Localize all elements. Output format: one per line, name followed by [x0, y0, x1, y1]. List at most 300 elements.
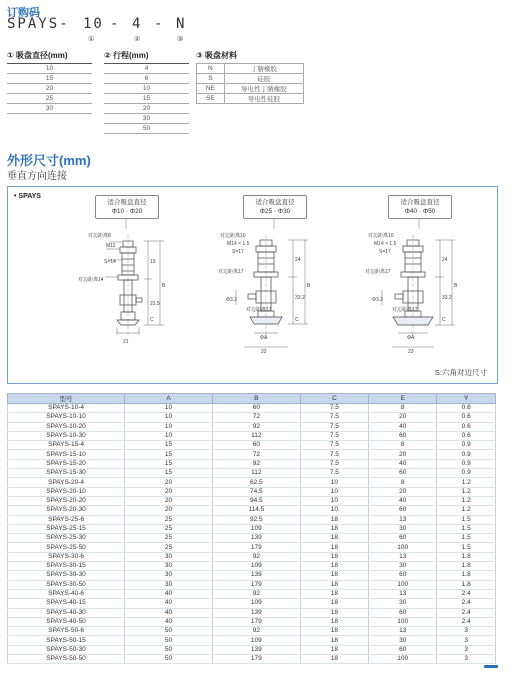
table-cell: 7.5	[300, 441, 368, 450]
table-cell: 18	[300, 571, 368, 580]
stroke-value: 10	[104, 84, 189, 94]
table-cell: 139	[212, 608, 300, 617]
table-cell: 2.4	[437, 599, 496, 608]
table-cell: 3	[437, 645, 496, 654]
table-cell: SPAYS-50-6	[8, 627, 125, 636]
d3-label-h: 33.2	[442, 295, 452, 301]
table-cell: 15	[125, 450, 213, 459]
stroke-value: 50	[104, 124, 189, 134]
marker-2: ②	[134, 36, 141, 43]
table-cell: 60	[212, 404, 300, 413]
stroke-row	[104, 84, 189, 94]
table-cell: 15	[125, 459, 213, 468]
table-cell: 92	[212, 589, 300, 598]
d3-label-f: 23	[408, 349, 414, 355]
table-row	[8, 599, 496, 608]
table-cell: 7.5	[300, 413, 368, 422]
fit-box-3-line2: Φ40 · Φ50	[404, 208, 436, 215]
table-cell: 109	[212, 562, 300, 571]
table-cell: 112	[212, 431, 300, 440]
table-cell: 62.5	[212, 478, 300, 487]
table-cell: 60	[369, 571, 437, 580]
table-cell: 1.5	[437, 543, 496, 552]
stroke-value: 6	[104, 74, 189, 84]
d1-label-d: 对边距离14	[78, 277, 104, 283]
d3-label-j: C	[442, 317, 446, 323]
fit-box-2-line2: Φ25 · Φ30	[259, 208, 291, 215]
table-cell: SPAYS-50-50	[8, 655, 125, 664]
table-row	[8, 450, 496, 459]
table-cell: 7.5	[300, 450, 368, 459]
material-name: 导电性硅胶	[224, 94, 303, 104]
page-accent-bar	[484, 665, 498, 668]
table-cell: 10	[300, 496, 368, 505]
table-cell: 20	[369, 487, 437, 496]
d2-label-l: 对边距离17	[246, 307, 272, 313]
table-cell: 30	[369, 524, 437, 533]
code-prefix: SPAYS-	[7, 16, 70, 32]
diameter-value: 15	[7, 74, 92, 84]
d3-label-a: 对边距离10	[368, 233, 394, 239]
table-cell: SPAYS-30-15	[8, 562, 125, 571]
table-cell: SPAYS-20-30	[8, 506, 125, 515]
table-cell: 10	[125, 422, 213, 431]
table-cell: 0.6	[437, 431, 496, 440]
table-cell: 10	[300, 506, 368, 515]
table-cell: 0.9	[437, 450, 496, 459]
table-cell: 3	[437, 636, 496, 645]
table-cell: 100	[369, 617, 437, 626]
order-title: 订购码	[7, 7, 40, 19]
table-row	[8, 404, 496, 413]
table-cell: 20	[369, 450, 437, 459]
table-cell: 10	[125, 404, 213, 413]
table-row	[8, 645, 496, 654]
table-cell: 60	[369, 469, 437, 478]
material-name: 丁腈橡胶	[224, 64, 303, 74]
table-cell: 18	[300, 608, 368, 617]
table-cell: 7.5	[300, 422, 368, 431]
table-cell: SPAYS-10-20	[8, 422, 125, 431]
table-cell: 18	[300, 515, 368, 524]
table-row	[8, 422, 496, 431]
table-cell: 18	[300, 627, 368, 636]
technical-drawings	[8, 187, 497, 383]
table-cell: 94.5	[212, 496, 300, 505]
table-cell: 60	[369, 608, 437, 617]
material-name: 导电性丁腈橡胶	[224, 84, 303, 94]
table-row	[8, 655, 496, 664]
d2-label-g: 24	[295, 257, 301, 263]
table-cell: 7.5	[300, 459, 368, 468]
table-cell: 8	[369, 404, 437, 413]
table-cell: 0.6	[437, 422, 496, 431]
table-cell: 18	[300, 580, 368, 589]
diameter-row	[7, 94, 92, 104]
d2-label-d: 对边距离17	[218, 269, 244, 275]
table-cell: 18	[300, 636, 368, 645]
table-cell: 40	[369, 459, 437, 468]
stroke-row	[104, 64, 189, 74]
d1-label-a: 对边距离8	[88, 233, 111, 239]
table-cell: 92	[212, 552, 300, 561]
table-cell: SPAYS-20-4	[8, 478, 125, 487]
marker-1: ①	[88, 36, 95, 43]
table-cell: SPAYS-40-6	[8, 589, 125, 598]
diameter-row	[7, 74, 92, 84]
material-code: N	[197, 64, 225, 74]
code-part-1: 10	[83, 16, 104, 32]
table-cell: 30	[369, 599, 437, 608]
table-cell: 18	[300, 599, 368, 608]
d1-label-c: S=14	[104, 259, 116, 265]
table-cell: 18	[300, 543, 368, 552]
table-row	[8, 543, 496, 552]
drawing-3	[382, 235, 455, 347]
table-cell: 139	[212, 645, 300, 654]
table-cell: 1.5	[437, 515, 496, 524]
table-cell: 8	[369, 478, 437, 487]
table-cell: SPAYS-30-50	[8, 580, 125, 589]
table-cell: 139	[212, 571, 300, 580]
table-cell: 13	[369, 589, 437, 598]
code-part-3: N	[176, 16, 187, 32]
table-cell: 179	[212, 655, 300, 664]
table-cell: 30	[369, 562, 437, 571]
table-cell: 40	[369, 422, 437, 431]
table-cell: 60	[369, 534, 437, 543]
table-cell: 25	[125, 534, 213, 543]
diameter-value: 10	[7, 64, 92, 74]
table-row	[8, 478, 496, 487]
table-cell: 10	[125, 413, 213, 422]
table-cell: 20	[125, 496, 213, 505]
table-cell: 1.5	[437, 534, 496, 543]
diameter-value: 20	[7, 84, 92, 94]
table-cell: 18	[300, 534, 368, 543]
drawing-2	[236, 235, 308, 347]
table-cell: 8	[369, 441, 437, 450]
material-code: NE	[197, 84, 225, 94]
table-cell: 1.2	[437, 506, 496, 515]
table-cell: 18	[300, 589, 368, 598]
table-cell: SPAYS-40-50	[8, 617, 125, 626]
table-row	[8, 524, 496, 533]
table-cell: 0.6	[437, 413, 496, 422]
d2-label-c: S=17	[232, 249, 244, 255]
table-row	[8, 459, 496, 468]
table-cell: SPAYS-30-6	[8, 552, 125, 561]
diameter-row	[7, 104, 92, 114]
table-row	[8, 627, 496, 636]
d2-label-e: ΦA	[260, 335, 268, 341]
table-cell: 60	[369, 645, 437, 654]
table-cell: 100	[369, 655, 437, 664]
table-cell: 100	[369, 543, 437, 552]
column-header: C	[300, 394, 368, 404]
table-cell: 30	[125, 562, 213, 571]
table-cell: 15	[125, 469, 213, 478]
table-cell: 1.8	[437, 571, 496, 580]
d3-label-l: 对边距离17	[392, 307, 418, 313]
material-table	[196, 63, 304, 104]
table-cell: 0.9	[437, 459, 496, 468]
column-header: B	[212, 394, 300, 404]
table-row	[8, 608, 496, 617]
table-cell: 7.5	[300, 404, 368, 413]
table-row	[8, 580, 496, 589]
table-cell: 179	[212, 543, 300, 552]
table-cell: 3	[437, 655, 496, 664]
table-cell: SPAYS-15-10	[8, 450, 125, 459]
table-cell: 20	[125, 487, 213, 496]
table-cell: 20	[125, 506, 213, 515]
material-code: S	[197, 74, 225, 84]
d1-label-b: M11	[106, 243, 116, 249]
d2-label-a: 对边距离10	[220, 233, 246, 239]
material-row	[197, 74, 304, 84]
table-cell: SPAYS-40-15	[8, 599, 125, 608]
code-sep-2: -	[154, 16, 165, 32]
table-cell: SPAYS-20-10	[8, 487, 125, 496]
table-cell: 25	[125, 515, 213, 524]
d2-label-h: 33.2	[295, 295, 305, 301]
material-row	[197, 84, 304, 94]
table-cell: SPAYS-25-15	[8, 524, 125, 533]
d2-label-k: Φ3.2	[226, 297, 237, 303]
d1-label-f: 19	[150, 259, 156, 265]
table-cell: 114.5	[212, 506, 300, 515]
table-cell: SPAYS-25-30	[8, 534, 125, 543]
table-cell: 2.4	[437, 608, 496, 617]
column-header: A	[125, 394, 213, 404]
table-cell: 18	[300, 645, 368, 654]
table-cell: 13	[369, 515, 437, 524]
table-cell: 20	[369, 413, 437, 422]
d1-label-e: 21	[123, 339, 129, 345]
table-cell: 30	[125, 571, 213, 580]
material-name: 硅胶	[224, 74, 303, 84]
table-cell: 1.8	[437, 580, 496, 589]
table-cell: 2.4	[437, 617, 496, 626]
table-cell: 179	[212, 617, 300, 626]
table-cell: SPAYS-50-30	[8, 645, 125, 654]
table-cell: 72	[212, 413, 300, 422]
table-cell: SPAYS-20-20	[8, 496, 125, 505]
material-code: SE	[197, 94, 225, 104]
table-cell: 92	[212, 459, 300, 468]
table-cell: 18	[300, 562, 368, 571]
series-label: • SPAYS	[14, 193, 41, 200]
d3-label-c: S=17	[379, 249, 391, 255]
d2-label-f: 22	[261, 349, 267, 355]
table-cell: 50	[125, 627, 213, 636]
table-cell: 18	[300, 617, 368, 626]
table-cell: 40	[125, 599, 213, 608]
table-cell: 72	[212, 450, 300, 459]
hex-note: S:六角对边尺寸	[434, 368, 487, 377]
column-header: E	[369, 394, 437, 404]
table-cell: 30	[369, 636, 437, 645]
d3-label-g: 24	[442, 257, 448, 263]
table-row	[8, 431, 496, 440]
marker-3: ③	[177, 36, 184, 43]
stroke-value: 20	[104, 104, 189, 114]
table-cell: 50	[125, 655, 213, 664]
table-cell: SPAYS-15-4	[8, 441, 125, 450]
table-cell: 13	[369, 627, 437, 636]
fit-box-3-line1: 适合吸盘直径	[400, 199, 440, 206]
diameter-row	[7, 84, 92, 94]
table-row	[8, 571, 496, 580]
table-row	[8, 589, 496, 598]
table-cell: SPAYS-10-10	[8, 413, 125, 422]
table-cell: 13	[369, 552, 437, 561]
diameter-row	[7, 64, 92, 74]
table-row	[8, 534, 496, 543]
code-sep-1: -	[110, 16, 121, 32]
table-cell: 25	[125, 543, 213, 552]
d3-label-d: 对边距离17	[365, 269, 391, 275]
table-cell: 92	[212, 627, 300, 636]
table-row	[8, 496, 496, 505]
stroke-row	[104, 94, 189, 104]
material-row	[197, 64, 304, 74]
d3-label-b: M14 × 1.5	[374, 241, 397, 247]
dimension-table	[7, 393, 496, 664]
material-header: ③ 吸盘材料	[196, 51, 237, 60]
fit-box-1-line2: Φ10 · Φ20	[111, 208, 143, 215]
table-cell: 3	[437, 627, 496, 636]
stroke-row	[104, 104, 189, 114]
d1-label-h: B	[162, 283, 166, 289]
table-cell: 100	[369, 580, 437, 589]
d1-label-i: C	[150, 317, 154, 323]
table-cell: 0.6	[437, 404, 496, 413]
table-cell: 1.8	[437, 562, 496, 571]
table-cell: SPAYS-25-50	[8, 543, 125, 552]
table-cell: 25	[125, 524, 213, 533]
table-cell: 30	[125, 580, 213, 589]
table-cell: 10	[300, 478, 368, 487]
table-cell: 10	[300, 487, 368, 496]
diameter-value: 30	[7, 104, 92, 114]
table-row	[8, 469, 496, 478]
table-cell: 50	[125, 645, 213, 654]
d2-label-j: C	[295, 317, 299, 323]
table-cell: SPAYS-50-15	[8, 636, 125, 645]
stroke-value: 15	[104, 94, 189, 104]
table-cell: 7.5	[300, 469, 368, 478]
diameter-table	[7, 63, 92, 114]
section-title: 外形尺寸(mm)	[7, 153, 91, 168]
fit-box-1-line1: 适合吸盘直径	[107, 199, 147, 206]
stroke-row	[104, 74, 189, 84]
table-cell: 0.9	[437, 469, 496, 478]
order-code	[7, 16, 207, 42]
table-cell: 74.5	[212, 487, 300, 496]
table-cell: 139	[212, 534, 300, 543]
column-header: Y	[437, 394, 496, 404]
table-row	[8, 413, 496, 422]
table-cell: 40	[125, 589, 213, 598]
material-row	[197, 94, 304, 104]
stroke-value: 4	[104, 64, 189, 74]
table-cell: 20	[125, 478, 213, 487]
table-cell: 112	[212, 469, 300, 478]
table-cell: 60	[369, 431, 437, 440]
table-cell: 50	[125, 636, 213, 645]
d3-label-i: B	[454, 283, 458, 289]
table-cell: 18	[300, 655, 368, 664]
table-row	[8, 487, 496, 496]
table-cell: 40	[125, 608, 213, 617]
table-row	[8, 562, 496, 571]
table-cell: 1.8	[437, 552, 496, 561]
code-part-2: 4	[132, 16, 143, 32]
stroke-value: 30	[104, 114, 189, 124]
stroke-table	[104, 63, 189, 134]
table-cell: 1.2	[437, 496, 496, 505]
d3-label-e: ΦA	[407, 335, 415, 341]
table-cell: 40	[125, 617, 213, 626]
table-cell: SPAYS-10-4	[8, 404, 125, 413]
table-row	[8, 506, 496, 515]
table-row	[8, 617, 496, 626]
table-cell: 2.4	[437, 589, 496, 598]
diameter-header: ① 吸盘直径(mm)	[7, 51, 68, 60]
column-header: 型号	[8, 394, 125, 404]
stroke-row	[104, 124, 189, 134]
table-row	[8, 636, 496, 645]
table-cell: 18	[300, 552, 368, 561]
dimension-diagram	[7, 186, 498, 384]
table-cell: 1.2	[437, 478, 496, 487]
table-row	[8, 441, 496, 450]
table-cell: SPAYS-15-20	[8, 459, 125, 468]
d2-label-i: B	[307, 283, 311, 289]
table-cell: 1.2	[437, 487, 496, 496]
d2-label-b: M14 × 1.5	[227, 241, 250, 247]
table-cell: 30	[125, 552, 213, 561]
table-row	[8, 552, 496, 561]
d1-label-g: 22.5	[150, 301, 160, 307]
table-cell: 60	[212, 441, 300, 450]
stroke-row	[104, 114, 189, 124]
table-cell: 7.5	[300, 431, 368, 440]
table-cell: 179	[212, 580, 300, 589]
table-cell: 109	[212, 524, 300, 533]
stroke-header: ② 行程(mm)	[104, 51, 149, 60]
table-cell: SPAYS-15-30	[8, 469, 125, 478]
table-cell: 0.9	[437, 441, 496, 450]
table-cell: 92.5	[212, 515, 300, 524]
table-cell: 109	[212, 636, 300, 645]
table-cell: 10	[125, 431, 213, 440]
d3-label-k: Φ3.2	[372, 297, 383, 303]
fit-box-2-line1: 适合吸盘直径	[255, 199, 295, 206]
table-cell: SPAYS-30-30	[8, 571, 125, 580]
table-cell: 109	[212, 599, 300, 608]
diameter-value: 25	[7, 94, 92, 104]
table-cell: 18	[300, 524, 368, 533]
table-cell: 92	[212, 422, 300, 431]
table-cell: 40	[369, 496, 437, 505]
table-cell: 60	[369, 506, 437, 515]
drawing-1	[105, 235, 164, 337]
table-cell: SPAYS-40-30	[8, 608, 125, 617]
table-cell: 1.5	[437, 524, 496, 533]
